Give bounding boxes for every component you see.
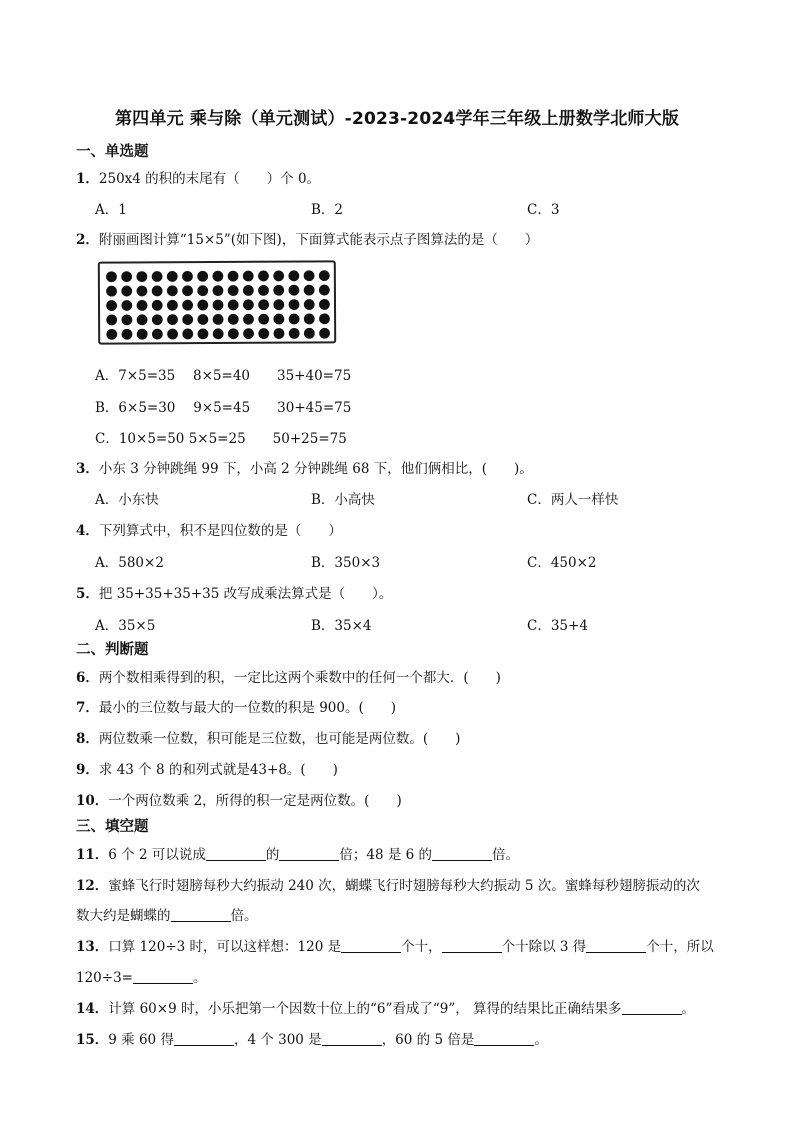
- answer-blank[interactable]: [586, 938, 646, 953]
- question-text: 9 乘 60 得: [108, 1032, 174, 1048]
- dot-grid-figure: [98, 260, 336, 344]
- answer-blank[interactable]: [322, 1031, 382, 1046]
- q2-option-b: B．6×5=30 9×5=45 30+45=75: [95, 400, 352, 416]
- dot: [182, 314, 193, 325]
- q5-option-a: A．35×5: [95, 618, 156, 634]
- dot: [243, 271, 254, 282]
- dot: [121, 271, 132, 282]
- question-9: [76, 758, 338, 778]
- question-3: [76, 457, 533, 477]
- dot: [304, 270, 315, 281]
- dot: [273, 299, 284, 310]
- question-12-line-2: [76, 904, 258, 924]
- question-13-line-2: [76, 966, 206, 986]
- dot: [137, 329, 148, 340]
- dot: [289, 328, 300, 339]
- dot: [137, 286, 148, 297]
- dot: [213, 328, 224, 339]
- question-text: 6 个 2 可以说成: [108, 847, 206, 863]
- question-14: [76, 997, 695, 1017]
- q5-option-b: B．35×4: [311, 618, 372, 634]
- question-number: 6．: [76, 670, 99, 686]
- dot: [228, 271, 239, 282]
- dot: [243, 285, 254, 296]
- dot: [197, 271, 208, 282]
- question-text: 蜜蜂飞行时翅膀每秒大约振动 240 次，蝴蝶飞行时翅膀每秒大约振动 5 次。蜜蜂每秒翅膀振动的次: [108, 878, 700, 894]
- question-number: 12．: [76, 878, 109, 894]
- dot: [273, 285, 284, 296]
- question-2: [76, 228, 538, 248]
- question-number: 9．: [76, 762, 99, 778]
- question-text: 数大约是蝴蝶的: [76, 908, 171, 924]
- answer-blank[interactable]: [442, 938, 502, 953]
- question-text: ，4 个 300 是: [233, 1032, 322, 1048]
- dot: [197, 300, 208, 311]
- question-text: 最小的三位数与最大的一位数的积是 900。( ): [98, 700, 396, 716]
- dot: [137, 314, 148, 325]
- question-text: 把 35+35+35+35 改写成乘法算式是（ ）。: [98, 586, 393, 602]
- dot: [182, 329, 193, 340]
- answer-blank[interactable]: [341, 938, 401, 953]
- question-15: [76, 1028, 548, 1048]
- dot: [273, 270, 284, 281]
- q2-option-a: A．7×5=35 8×5=40 35+40=75: [95, 368, 352, 384]
- dot: [137, 300, 148, 311]
- question-text: 。: [681, 1001, 696, 1017]
- dot: [197, 314, 208, 325]
- question-text: 下列算式中，积不是四位数的是（ ）: [98, 523, 342, 539]
- dot: [167, 329, 178, 340]
- question-6: [76, 666, 501, 686]
- q4-option-b: B．350×3: [311, 555, 381, 571]
- question-8: [76, 727, 460, 747]
- dot: [182, 271, 193, 282]
- dot: [319, 313, 330, 324]
- question-10: [76, 789, 402, 809]
- section-heading-fill-in: 三、填空题: [76, 819, 149, 835]
- dot: [273, 314, 284, 325]
- dot: [106, 300, 117, 311]
- dot: [167, 271, 178, 282]
- question-text: 倍。: [230, 908, 258, 924]
- question-text: 250x4 的积的末尾有（ ）个 0。: [98, 171, 321, 187]
- dot: [304, 313, 315, 324]
- question-text: 附丽画图计算“15×5”(如下图)，下面算式能表示点子图算法的是（ ）: [98, 232, 539, 248]
- dot: [152, 329, 163, 340]
- q1-option-b: B．2: [311, 202, 344, 218]
- dot: [228, 328, 239, 339]
- dot: [182, 300, 193, 311]
- dot-grid: [104, 268, 332, 341]
- question-11: [76, 843, 519, 863]
- question-4: [76, 519, 342, 539]
- dot: [319, 270, 330, 281]
- dot: [288, 270, 299, 281]
- dot: [289, 285, 300, 296]
- question-12: [76, 874, 700, 894]
- dot: [213, 285, 224, 296]
- question-number: 14．: [76, 1001, 109, 1017]
- question-text: 。: [192, 970, 207, 986]
- question-text: 计算 60×9 时，小乐把第一个因数十位上的“6”看成了“9”， 算得的结果比正确结果多: [108, 1001, 622, 1017]
- section-heading-single-choice: 一、单选题: [76, 144, 149, 160]
- question-text: 的: [265, 847, 280, 863]
- question-13: [76, 935, 714, 955]
- dot: [243, 328, 254, 339]
- dot: [243, 314, 254, 325]
- q5-option-c: C．35+4: [527, 618, 588, 634]
- dot: [213, 314, 224, 325]
- dot: [258, 271, 269, 282]
- dot: [152, 285, 163, 296]
- dot: [258, 328, 269, 339]
- dot: [121, 314, 132, 325]
- question-number: 2．: [76, 232, 99, 248]
- dot: [122, 329, 133, 340]
- dot: [136, 271, 147, 282]
- answer-blank[interactable]: [171, 907, 231, 922]
- dot: [106, 271, 117, 282]
- question-text: 个十除以 3 得: [501, 939, 587, 955]
- dot: [106, 315, 117, 326]
- dot: [152, 314, 163, 325]
- question-number: 11．: [76, 847, 109, 863]
- dot: [274, 328, 285, 339]
- dot: [304, 328, 315, 339]
- q4-option-c: C．450×2: [527, 555, 597, 571]
- answer-blank[interactable]: [622, 1000, 682, 1015]
- question-number: 5．: [76, 586, 99, 602]
- dot: [197, 285, 208, 296]
- question-5: [76, 582, 392, 602]
- question-text: 个十，: [401, 939, 442, 955]
- dot: [258, 314, 269, 325]
- dot: [167, 285, 178, 296]
- dot: [228, 299, 239, 310]
- dot: [228, 314, 239, 325]
- answer-blank[interactable]: [206, 846, 266, 861]
- dot: [121, 300, 132, 311]
- dot: [319, 328, 330, 339]
- answer-blank[interactable]: [474, 1031, 534, 1046]
- dot: [167, 314, 178, 325]
- question-text: 口算 120÷3 时，可以这样想：120 是: [108, 939, 342, 955]
- dot: [319, 299, 330, 310]
- dot: [304, 299, 315, 310]
- dot: [258, 285, 269, 296]
- answer-blank[interactable]: [133, 969, 193, 984]
- answer-blank[interactable]: [432, 846, 492, 861]
- dot: [243, 299, 254, 310]
- question-number: 3．: [76, 461, 99, 477]
- question-text: 两位数乘一位数，积可能是三位数，也可能是两位数。( ): [98, 731, 461, 747]
- q4-option-a: A．580×2: [95, 555, 164, 571]
- q3-option-c: C．两人一样快: [527, 492, 619, 508]
- question-text: 120÷3=: [76, 970, 133, 986]
- question-text: 小东 3 分钟跳绳 99 下，小高 2 分钟跳绳 68 下，他们俩相比，( )。: [98, 461, 533, 477]
- page-title: 第四单元 乘与除（单元测试）-2023-2024学年三年级上册数学北师大版: [114, 109, 680, 129]
- question-text: 个十，所以: [646, 939, 714, 955]
- q2-option-c: C．10×5=50 5×5=25 50+25=75: [95, 431, 347, 447]
- question-number: 10．: [76, 793, 109, 809]
- question-number: 1．: [76, 171, 99, 187]
- question-text: 两个数相乘得到的积，一定比这两个乘数中的任何一个都大．( ): [98, 670, 501, 686]
- dot: [319, 285, 330, 296]
- dot: [228, 285, 239, 296]
- question-number: 15．: [76, 1032, 109, 1048]
- dot: [167, 300, 178, 311]
- dot: [304, 285, 315, 296]
- dot: [152, 271, 163, 282]
- dot: [182, 285, 193, 296]
- question-number: 8．: [76, 731, 99, 747]
- question-text: 。: [534, 1032, 548, 1048]
- q3-option-b: B．小高快: [311, 492, 375, 508]
- question-text: 一个两位数乘 2，所得的积一定是两位数。( ): [108, 793, 402, 809]
- question-number: 4．: [76, 523, 99, 539]
- dot: [106, 286, 117, 297]
- dot: [289, 299, 300, 310]
- answer-blank[interactable]: [174, 1031, 234, 1046]
- question-number: 7．: [76, 700, 99, 716]
- question-number: 13．: [76, 939, 109, 955]
- question-text: 倍；48 是 6 的: [339, 847, 433, 863]
- q1-option-c: C．3: [527, 202, 560, 218]
- dot: [289, 314, 300, 325]
- question-1: [76, 167, 320, 187]
- question-text: ，60 的 5 倍是: [381, 1032, 475, 1048]
- dot: [106, 329, 117, 340]
- dot: [258, 299, 269, 310]
- question-text: 求 43 个 8 的和列式就是43+8。( ): [98, 762, 338, 778]
- q1-option-a: A．1: [95, 202, 127, 218]
- dot: [212, 271, 223, 282]
- answer-blank[interactable]: [279, 846, 339, 861]
- question-text: 倍。: [492, 847, 520, 863]
- dot: [213, 300, 224, 311]
- q3-option-a: A．小东快: [95, 492, 159, 508]
- section-heading-true-false: 二、判断题: [76, 642, 149, 658]
- dot: [121, 286, 132, 297]
- dot: [152, 300, 163, 311]
- question-7: [76, 696, 396, 716]
- dot: [198, 328, 209, 339]
